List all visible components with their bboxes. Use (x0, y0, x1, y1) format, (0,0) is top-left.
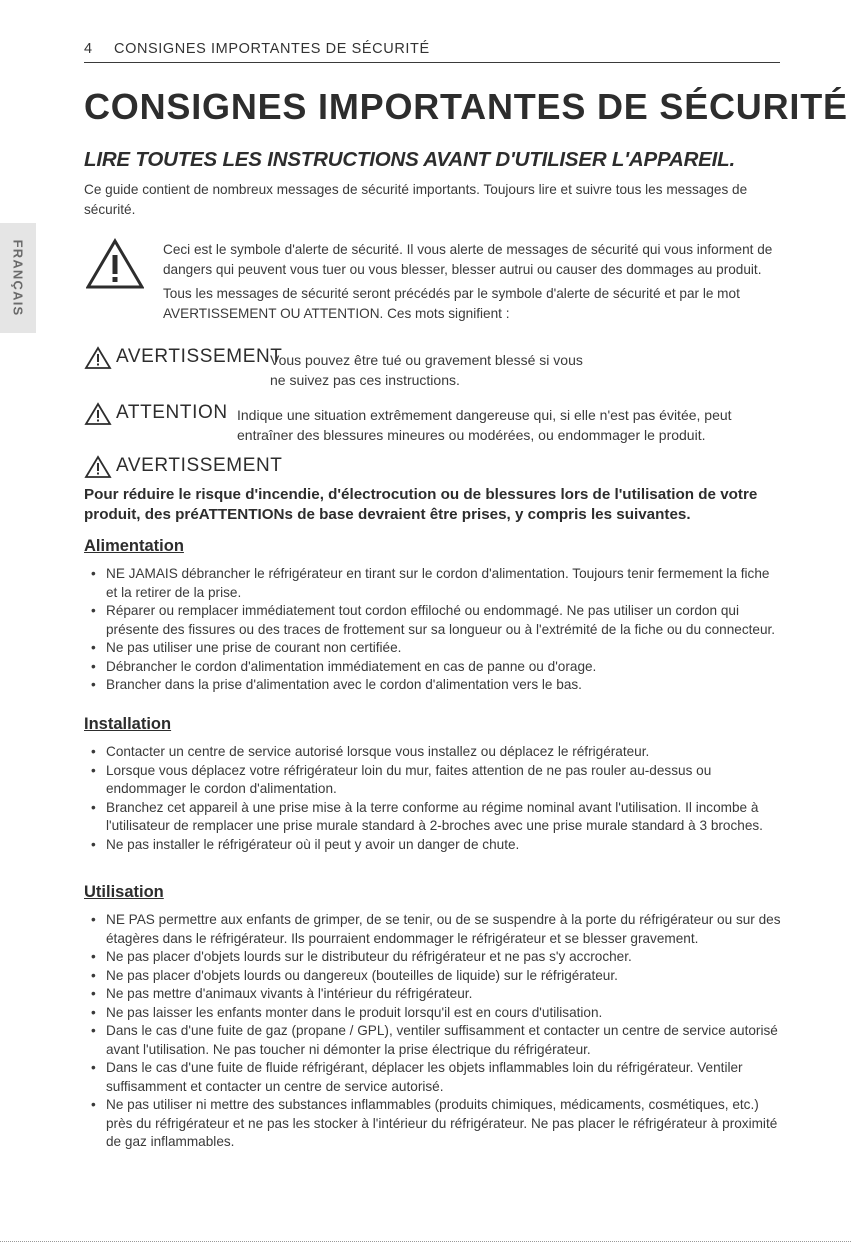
bullet: • (91, 566, 96, 581)
running-header-title: CONSIGNES IMPORTANTES DE SÉCURITÉ (114, 41, 430, 57)
list-item (84, 836, 784, 855)
list-item (84, 948, 784, 967)
caution-description: Indique une situation extrêmement dangereuse qui, si elle n'est pas évitée, peut entraîner des blessures mineures ou modérées, ou endommager le produit. (237, 407, 732, 443)
list-installation (84, 743, 784, 854)
list-item-text: Réparer ou remplacer immédiatement tout cordon effiloché ou endommagé. Ne pas utiliser un cordon qui présente des fissures ou des traces de frottement sur sa longueur ou à l'extrémité de la fiche ou du connecteur. (106, 603, 776, 637)
list-item-text: Ne pas laisser les enfants monter dans le produit lorsqu'il est en cours d'utilisation. (106, 1004, 603, 1020)
list-item (84, 1059, 784, 1096)
bullet: • (91, 762, 96, 778)
list-item-text: Ne pas placer d'objets lourds sur le distributeur du réfrigérateur et ne pas s'y accrocher. (106, 949, 632, 964)
list-item (84, 1022, 784, 1059)
list-item (84, 911, 784, 948)
list-item (84, 1004, 784, 1023)
list-item (84, 743, 784, 762)
list-item (84, 602, 784, 639)
warning-heading: AVERTISSEMENT (116, 455, 283, 476)
warning-definition (84, 346, 784, 390)
bullet: • (91, 949, 96, 964)
warning-heading-row (84, 455, 784, 481)
page-title: CONSIGNES IMPORTANTES DE SÉCURITÉ (84, 86, 848, 127)
alert-words-description: Tous les messages de sécurité seront précédés par le symbole d'alerte de sécurité et par le mot AVERTISSEMENT OU ATTENTION. Ces mots signifient : (163, 286, 740, 321)
safety-alert-symbol-icon (86, 238, 144, 295)
bullet: • (91, 836, 96, 852)
list-item-text: Ne pas utiliser une prise de courant non certifiée. (106, 640, 402, 655)
bullet: • (91, 677, 96, 692)
alert-explanation (163, 240, 783, 328)
caution-label: ATTENTION (116, 402, 228, 423)
list-item-text: Ne pas placer d'objets lourds ou dangereux (bouteilles de liquide) sur le réfrigérateur. (106, 967, 618, 983)
list-item-text: Ne pas utiliser ni mettre des substances inflammables (produits chimiques, médicaments, cosmétiques, etc.) près du réfrigérateur et ne pas les stocker à l'intérieur du réfrigérateur. Ne pas placer le réfrigérateur à proximité de gaz inflammables. (106, 1097, 778, 1149)
list-item-text: Brancher dans la prise d'alimentation avec le cordon d'alimentation vers le bas. (106, 677, 582, 692)
caution-triangle-icon (84, 402, 112, 426)
warning-label: AVERTISSEMENT (116, 346, 283, 367)
list-item (84, 799, 784, 836)
warning-intro: Pour réduire le risque d'incendie, d'électrocution ou de blessures lors de l'utilisation de votre produit, des préATTENTIONs de base devraient être prises, y compris les suivantes. (84, 486, 758, 523)
warning-triangle-icon (84, 346, 112, 370)
language-side-tab (0, 223, 36, 333)
list-item-text: Ne pas installer le réfrigérateur où il peut y avoir un danger de chute. (106, 836, 520, 852)
list-item (84, 676, 784, 695)
bullet: • (91, 1097, 96, 1112)
list-item-text: Contacter un centre de service autorisé lorsque vous installez ou déplacez le réfrigérateur. (106, 744, 650, 759)
page-subtitle: LIRE TOUTES LES INSTRUCTIONS AVANT D'UTILISER L'APPAREIL. (84, 148, 735, 171)
intro-paragraph: Ce guide contient de nombreux messages de sécurité importants. Toujours lire et suivre tous les messages de sécurité. (84, 182, 748, 217)
list-item (84, 967, 784, 986)
warning-description: Vous pouvez être tué ou gravement blessé si vous ne suivez pas ces instructions. (270, 352, 583, 388)
list-item (84, 985, 784, 1004)
section-heading-alimentation: Alimentation (84, 537, 184, 555)
warning-heading-triangle-icon (84, 455, 112, 479)
bullet: • (91, 986, 96, 1001)
list-item-text: Débrancher le cordon d'alimentation immédiatement en cas de panne ou d'orage. (106, 658, 597, 674)
bullet: • (91, 744, 96, 759)
list-alimentation (84, 565, 784, 695)
bullet: • (91, 967, 96, 983)
bullet: • (91, 658, 96, 674)
list-item (84, 1096, 784, 1152)
page-number: 4 (84, 41, 93, 57)
bullet: • (91, 1004, 96, 1020)
language-side-tab-label: FRANÇAIS (10, 239, 26, 317)
bullet: • (91, 640, 96, 655)
list-item-text: Dans le cas d'une fuite de gaz (propane / GPL), ventiler suffisamment et contacter un centre de service autorisé avant l'utilisation. Ne pas toucher ni démonter la prise électrique du réfrigérateur. (106, 1023, 778, 1057)
list-item-text: NE JAMAIS débrancher le réfrigérateur en tirant sur le cordon d'alimentation. Toujours tenir fermement la fiche et la retirer de la prise. (106, 566, 770, 600)
list-item-text: Lorsque vous déplacez votre réfrigérateur loin du mur, faites attention de ne pas rouler au-dessus ou endommager le cordon d'alimentation. (106, 762, 712, 796)
bullet: • (91, 1023, 96, 1038)
list-item-text: Branchez cet appareil à une prise mise à la terre conforme au régime nominal avant l'utilisation. Il incombe à l'utilisateur de remplacer une prise murale standard à 2-broches avec une prise murale standard à 3 broches. (106, 799, 763, 833)
list-utilisation (84, 911, 784, 1152)
page-bottom-edge (0, 1241, 851, 1243)
list-item-text: Ne pas mettre d'animaux vivants à l'intérieur du réfrigérateur. (106, 986, 473, 1001)
bullet: • (91, 912, 96, 927)
bullet: • (91, 1060, 96, 1075)
alert-symbol-description: Ceci est le symbole d'alerte de sécurité. Il vous alerte de messages de sécurité qui vous informent de dangers qui peuvent vous tuer ou vous blesser, blesser autrui ou causer des dommages au produit. (163, 242, 773, 277)
running-header (84, 38, 780, 63)
bullet: • (91, 603, 96, 618)
section-heading-installation: Installation (84, 715, 172, 733)
list-item-text: Dans le cas d'une fuite de fluide réfrigérant, déplacer les objets inflammables loin du réfrigérateur. Ventiler suffisamment et contacter un centre de service autorisé. (106, 1060, 743, 1094)
list-item (84, 762, 784, 799)
section-heading-utilisation: Utilisation (84, 883, 164, 901)
bullet: • (91, 799, 96, 815)
caution-definition (84, 402, 784, 446)
list-item (84, 639, 784, 658)
list-item (84, 565, 784, 602)
list-item-text: NE PAS permettre aux enfants de grimper, de se tenir, ou de se suspendre à la porte du réfrigérateur ou sur des étagères dans le réfrigérateur. Ils pourraient endommager le réfrigérateur et se blesser gravement. (106, 912, 781, 946)
list-item (84, 658, 784, 677)
